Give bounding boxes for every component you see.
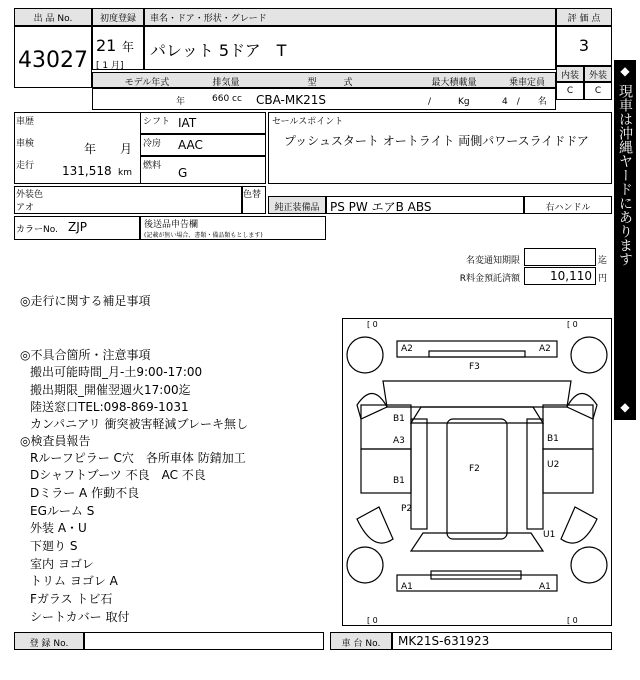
side-banner-top: ◆ — [620, 64, 630, 78]
inspector-line: Fガラス トビ石 — [30, 592, 113, 606]
year-unit: 年 — [122, 40, 135, 54]
left-rear-door — [361, 449, 411, 493]
ext-color-label: 外装色 — [16, 190, 44, 200]
rear-quarter-left — [357, 507, 393, 543]
interior-value: C — [566, 86, 574, 96]
corner-label-tl: [ 0 — [367, 320, 378, 329]
inspector-line: 下廻り S — [30, 539, 78, 553]
wheel-rear-left — [347, 547, 383, 583]
right-rear-door — [543, 449, 593, 493]
inspector-line: Rルーフピラー C穴 各所車体 防錆加工 — [30, 451, 246, 465]
mileage-unit: km — [118, 168, 132, 178]
inspector-line: シートカバー 取付 — [30, 610, 130, 624]
aftermarket-note: (記載が無い場合、書類・備品類もとします) — [144, 232, 263, 239]
chassis-label: 車 台 No. — [341, 639, 381, 649]
rear-quarter-right — [561, 507, 597, 543]
score: 3 — [578, 36, 590, 55]
corner-label-bl: [ 0 — [367, 616, 378, 625]
equip-label: 純正装備品 — [274, 203, 320, 213]
exterior-label: 外装 — [588, 71, 607, 81]
mark-u1: U1 — [543, 530, 556, 540]
model-year-label: モデル年式 — [124, 78, 170, 88]
wheel-front-right — [571, 337, 607, 373]
capacity: 4 / 名 — [502, 97, 547, 107]
inspector-line: 外装 A・U — [30, 521, 87, 535]
inspector-title: ◎検査員報告 — [20, 434, 91, 448]
mark-a1-left: A1 — [401, 582, 413, 592]
ac-label: 冷房 — [143, 139, 162, 149]
driving-notes-title: ◎走行に関する補足事項 — [20, 294, 151, 308]
mark-b1-right: B1 — [547, 434, 559, 444]
inspection-value: 年 月 — [84, 142, 133, 156]
name-change-label: 名変通知期限 — [465, 256, 520, 266]
side-banner-text: 現車は沖縄ヤードにあります — [617, 84, 633, 266]
car-diagram-svg — [343, 319, 611, 625]
max-load-label: 最大積載量 — [431, 78, 477, 88]
windscreen — [411, 407, 543, 423]
mark-u2-right: U2 — [547, 460, 560, 470]
reg-no-cell — [84, 632, 324, 650]
wheel-rear-right — [571, 547, 607, 583]
model-year-unit: 年 — [176, 97, 186, 107]
ac-value: AAC — [178, 138, 203, 152]
lot-no-label: 出 品 No. — [33, 14, 73, 24]
recycle-label: R料金預託済額 — [459, 274, 520, 284]
mark-a3-left: A3 — [393, 436, 405, 446]
displacement: 660 cc — [212, 94, 242, 104]
name-change-unit: 迄 — [598, 256, 608, 266]
defects-title: ◎不具合箇所・注意事項 — [20, 348, 151, 362]
mark-b1-left-rear: B1 — [393, 476, 405, 486]
type-label: 型 式 — [307, 78, 353, 88]
corner-label-br: [ 0 — [567, 616, 578, 625]
right-pillar — [527, 419, 543, 529]
recycle-unit: 円 — [598, 274, 608, 284]
ext-color-cell — [14, 186, 242, 214]
corner-label-tr: [ 0 — [567, 320, 578, 329]
mark-f2: F2 — [469, 464, 480, 474]
inspector-line: 室内 ヨゴレ — [30, 557, 94, 571]
chassis-no: MK21S-631923 — [398, 634, 490, 648]
fuel-value: G — [178, 166, 188, 180]
defect-line: 陸送窓口TEL:098-869-1031 — [30, 400, 189, 414]
mark-a1-right: A1 — [539, 582, 551, 592]
defect-line: カンパニアリ 衝突被害軽減ブレーキ無し — [30, 417, 249, 431]
wheel-front-left — [347, 337, 383, 373]
rear-window — [411, 533, 543, 551]
left-pillar — [411, 419, 427, 529]
score-label: 評 価 点 — [567, 14, 601, 24]
type-value: CBA-MK21S — [256, 93, 326, 107]
car-name: パレット 5ドア T — [150, 41, 287, 60]
car-name-label: 車名・ドア・形状・グレード — [150, 14, 267, 24]
rear-bumper — [397, 575, 557, 591]
fuel-label: 燃料 — [143, 161, 162, 171]
displacement-label: 排気量 — [212, 78, 240, 88]
lot-no: 43027 — [18, 48, 88, 73]
name-change-value — [524, 248, 596, 266]
front-grille — [429, 351, 525, 357]
interior-label: 内装 — [560, 71, 579, 81]
first-reg-year: 21 — [96, 36, 117, 55]
mark-a2-left: A2 — [401, 344, 413, 354]
color-no: ZJP — [68, 220, 87, 234]
max-load: / Kg — [428, 97, 470, 107]
roof — [447, 419, 507, 539]
inspection-label: 車検 — [16, 139, 35, 149]
defect-line: 搬出期限_開催翌週火17:00迄 — [30, 383, 191, 397]
car-diagram — [342, 318, 612, 626]
inspector-line: Dミラー A 作動不良 — [30, 486, 140, 500]
aftermarket-label: 後送品申告欄 — [144, 220, 199, 230]
ext-color: アオ — [16, 203, 34, 213]
repaint-label: 色替 — [243, 190, 262, 200]
sales-point: プッシュスタート オートライト 両側パワースライドドア — [284, 134, 589, 148]
bonnet — [383, 381, 571, 407]
reg-no-label: 登 録 No. — [29, 639, 69, 649]
front-bumper — [397, 341, 557, 357]
capacity-label: 乗車定員 — [508, 78, 545, 88]
shift-label: シフト — [143, 117, 171, 127]
mark-p2: P2 — [401, 504, 413, 514]
inspector-line: Dシャフトブーツ 不良 AC 不良 — [30, 468, 206, 482]
inspector-line: EGルーム S — [30, 504, 95, 518]
history-label: 車歴 — [16, 117, 35, 127]
mileage: 131,518 — [62, 164, 112, 178]
sales-point-label: セールスポイント — [272, 117, 344, 127]
color-no-label: カラーNo. — [16, 225, 58, 235]
mark-b1-left-front: B1 — [393, 414, 405, 424]
first-reg-label: 初度登録 — [99, 14, 136, 24]
recycle: 10,110 — [550, 269, 592, 283]
mark-a2-right: A2 — [539, 344, 551, 354]
side-banner-bottom: ◆ — [620, 400, 630, 414]
inspector-line: トリム ヨゴレ A — [30, 574, 118, 588]
equip: PS PW エアB ABS — [330, 200, 432, 214]
mileage-label: 走行 — [16, 161, 35, 171]
first-reg-month: [ 1 月] — [96, 61, 124, 71]
shift-value: IAT — [178, 116, 197, 130]
defect-line: 搬出可能時間_月-土9:00-17:00 — [30, 365, 203, 379]
exterior-value: C — [594, 86, 602, 96]
mark-f3: F3 — [469, 362, 480, 372]
handle: 右ハンドル — [545, 203, 591, 213]
